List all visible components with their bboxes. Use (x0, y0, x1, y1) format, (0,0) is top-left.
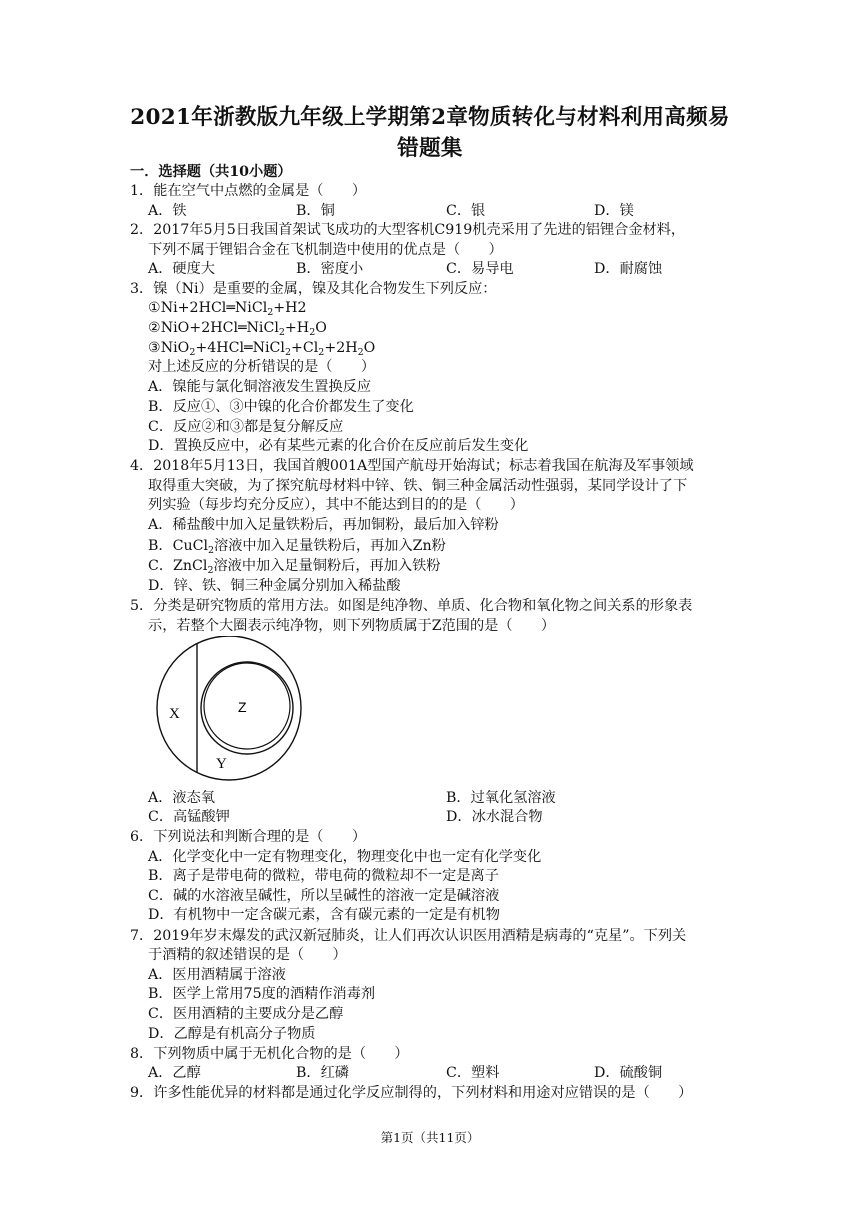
title-line-2: 错题集 (397, 136, 463, 161)
q7-option-a: A．医用酒精属于溶液 (148, 967, 286, 983)
q5-option-b: B．过氧化氢溶液 (446, 790, 556, 806)
q2-option-c: C．易导电 (446, 261, 514, 277)
question-7-stem-line-1: 7．2019年岁末爆发的武汉新冠肺炎，让人们再次认识医用酒精是病毒的“克星”。下列关 (130, 928, 687, 944)
reaction-2: $②NiO+2HCl═NiCl_2+H_2O$ (148, 320, 327, 338)
q1-option-b: B．铜 (296, 203, 335, 219)
question-7-stem-line-2: 于酒精的叙述错误的是（ ） (148, 947, 347, 963)
q4-option-d: D．锌、铁、铜三种金属分别加入稀盐酸 (148, 578, 401, 594)
question-4-stem-line-3: 列实验（每步均充分反应），其中不能达到目的的是（ ） (148, 497, 524, 513)
question-2-stem-line-1: 2．2017年5月5日我国首架试飞成功的大型客机C919机壳采用了先进的铝锂合金材料， (130, 222, 686, 238)
q8-option-b: B．红磷 (296, 1065, 349, 1081)
question-1-stem: 1．能在空气中点燃的金属是（ ） (130, 183, 367, 199)
q8-option-a: A．乙醇 (148, 1065, 201, 1081)
q2-option-a: A．硬度大 (148, 261, 215, 277)
q4-option-a: A．稀盐酸中加入足量铁粉后，再加铜粉，最后加入锌粉 (148, 517, 499, 533)
q5-option-a: A．液态氧 (148, 790, 215, 806)
q1-option-c: C．银 (446, 203, 486, 219)
q6-option-c: C．碱的水溶液呈碱性，所以呈碱性的溶液一定是碱溶液 (148, 888, 500, 904)
question-5-stem-line-1: 5．分类是研究物质的常用方法。如图是纯净物、单质、化合物和氧化物之间关系的形象表 (130, 598, 693, 614)
question-2-stem-line-2: 下列不属于锂铝合金在飞机制造中使用的优点是（ ） (148, 242, 503, 258)
q7-option-d: D．乙醇是有机高分子物质 (148, 1026, 316, 1042)
question-6-stem: 6．下列说法和判断合理的是（ ） (130, 829, 367, 845)
q3-option-b: B．反应①、③中镍的化合价都发生了变化 (148, 399, 414, 415)
q1-option-a: A．铁 (148, 203, 187, 219)
q1-option-d: D．镁 (594, 203, 634, 219)
question-4-stem-line-1: 4．2018年5月13日，我国首艘001A型国产航母开始海试；标志着我国在航海及军事领域 (130, 458, 694, 474)
q3-option-d: D．置换反应中，必有某些元素的化合价在反应前后发生变化 (148, 438, 529, 454)
question-5-stem-line-2: 示，若整个大圈表示纯净物，则下列物质属于Z范围的是（ ） (148, 618, 556, 634)
section-heading: 一．选择题（共10小题） (130, 164, 292, 180)
label-x: X (169, 706, 180, 722)
q6-option-b: B．离子是带电荷的微粒，带电荷的微粒却不一定是离子 (148, 868, 499, 884)
reaction-3: $③NiO_2+4HCl═NiCl_2+Cl_2+2H_2O$ (148, 340, 376, 358)
q3-option-c: C．反应②和③都是复分解反应 (148, 419, 344, 435)
question-3-stem: 3．镍（Ni）是重要的金属，镍及其化合物发生下列反应： (130, 281, 497, 297)
q5-option-d: D．冰水混合物 (446, 809, 543, 825)
q6-option-a: A．化学变化中一定有物理变化，物理变化中也一定有化学变化 (148, 849, 542, 865)
question-3-ask: 对上述反应的分析错误的是（ ） (148, 359, 376, 375)
label-y: Y (216, 756, 227, 772)
q6-option-d: D．有机物中一定含碳元素，含有碳元素的一定是有机物 (148, 907, 500, 923)
q7-option-b: B．医学上常用75度的酒精作消毒剂 (148, 986, 376, 1002)
q2-option-d: D．耐腐蚀 (594, 261, 663, 277)
label-z: Z (238, 699, 247, 715)
question-9-stem: 9．许多性能优异的材料都是通过化学反应制得的，下列材料和用途对应错误的是（ ） (130, 1085, 693, 1101)
q8-option-c: C．塑料 (446, 1065, 500, 1081)
q4-option-b: B．CuCl$_2$溶液中加入足量铁粉后，再加入Zn粉 (148, 538, 446, 556)
q8-option-d: D．硫酸铜 (594, 1065, 663, 1081)
classification-venn-diagram (150, 636, 310, 784)
document-title (60, 102, 800, 164)
q3-option-a: A．镍能与氯化铜溶液发生置换反应 (148, 379, 372, 395)
q7-option-c: C．医用酒精的主要成分是乙醇 (148, 1006, 344, 1022)
inner-circle (204, 663, 290, 749)
question-8-stem: 8．下列物质中属于无机化合物的是（ ） (130, 1046, 409, 1062)
page-footer: 第1页（共11页） (380, 1130, 480, 1145)
reaction-1: ①Ni+2HCl═NiCl$_2$+H2 (148, 300, 307, 318)
q4-option-c: C．ZnCl$_2$溶液中加入足量铜粉后，再加入铁粉 (148, 558, 441, 576)
q2-option-b: B．密度小 (296, 261, 364, 277)
middle-circle (201, 662, 293, 754)
title-line-1: 2021年浙教版九年级上学期第2章物质转化与材料利用高频易 (130, 105, 730, 130)
q5-option-c: C．高锰酸钾 (148, 809, 230, 825)
question-4-stem-line-2: 取得重大突破，为了探究航母材料中锌、铁、铜三种金属活动性强弱，某同学设计了下 (148, 478, 688, 494)
